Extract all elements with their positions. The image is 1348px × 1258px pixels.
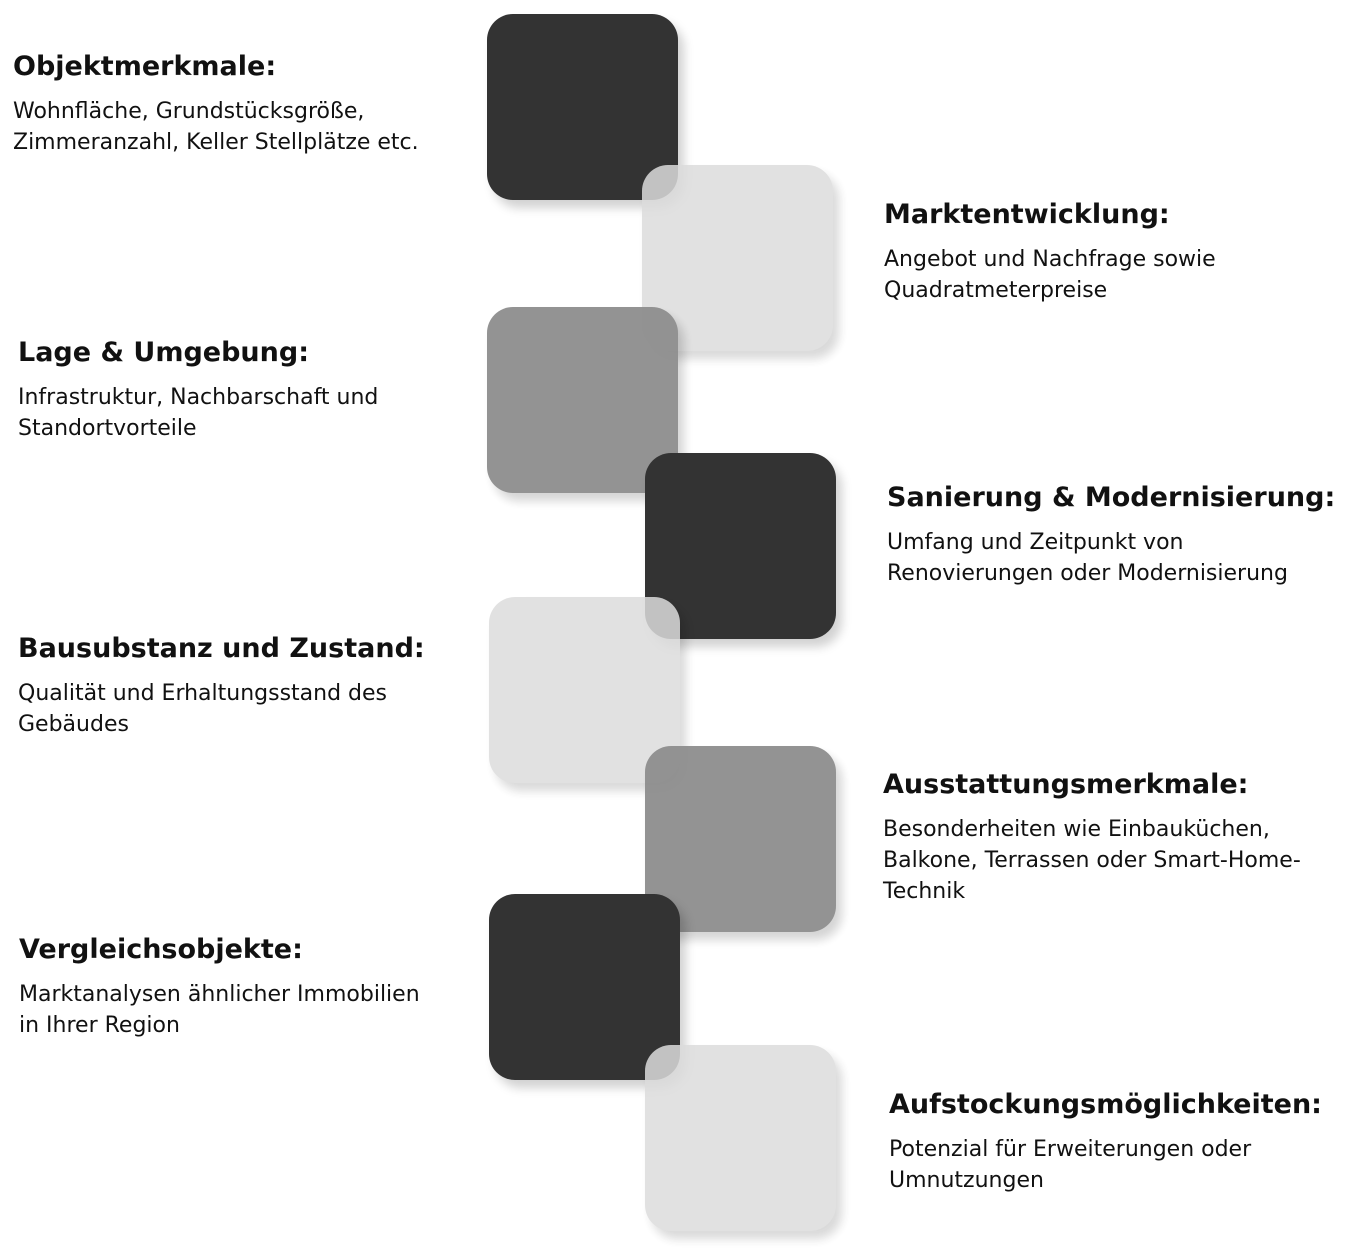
label-text-line: Marktanalysen ähnlicher Immobilien bbox=[19, 982, 420, 1007]
label-text-line: Besonderheiten wie Einbauküchen, bbox=[883, 817, 1270, 842]
label-title: Vergleichsobjekte: bbox=[19, 934, 303, 965]
label-text-line: Technik bbox=[883, 879, 966, 904]
label-text-line: Angebot und Nachfrage sowie bbox=[884, 247, 1216, 272]
label-text-line: Balkone, Terrassen oder Smart-Home- bbox=[883, 848, 1301, 873]
label-objektmerkmale bbox=[13, 50, 419, 158]
label-bausubstanz bbox=[18, 632, 425, 740]
label-sanierung bbox=[887, 481, 1335, 589]
label-text-line: Quadratmeterpreise bbox=[884, 278, 1108, 303]
label-title: Sanierung & Modernisierung: bbox=[887, 482, 1336, 513]
label-text-line: Renovierungen oder Modernisierung bbox=[887, 561, 1288, 586]
label-lage-umgebung bbox=[18, 336, 378, 444]
label-text bbox=[884, 244, 1216, 306]
label-title: Bausubstanz und Zustand: bbox=[18, 633, 425, 664]
label-text-line: Umnutzungen bbox=[889, 1168, 1044, 1193]
label-text bbox=[889, 1134, 1322, 1196]
label-text-line: Umfang und Zeitpunkt von bbox=[887, 530, 1184, 555]
label-text-line: Qualität und Erhaltungsstand des bbox=[18, 681, 388, 706]
label-title: Lage & Umgebung: bbox=[18, 337, 310, 368]
label-text bbox=[18, 678, 425, 740]
label-title: Aufstockungsmöglichkeiten: bbox=[889, 1089, 1322, 1120]
label-text-line: Gebäudes bbox=[18, 712, 129, 737]
label-text-line: Standortvorteile bbox=[18, 416, 197, 441]
label-vergleichsobjekte bbox=[19, 933, 420, 1041]
label-text-line: Wohnfläche, Grundstücksgröße, bbox=[13, 99, 365, 124]
label-text-line: Potenzial für Erweiterungen oder bbox=[889, 1137, 1252, 1162]
label-title: Marktentwicklung: bbox=[884, 199, 1170, 230]
label-text-line: in Ihrer Region bbox=[19, 1013, 180, 1038]
label-text bbox=[883, 814, 1301, 907]
square-aufstockung bbox=[645, 1045, 836, 1231]
label-text-line: Zimmeranzahl, Keller Stellplätze etc. bbox=[13, 130, 419, 155]
label-text bbox=[13, 96, 419, 158]
label-title: Ausstattungsmerkmale: bbox=[883, 769, 1249, 800]
label-aufstockung bbox=[889, 1088, 1322, 1196]
label-text-line: Infrastruktur, Nachbarschaft und bbox=[18, 385, 379, 410]
label-ausstattung bbox=[883, 768, 1301, 907]
label-marktentwicklung bbox=[884, 198, 1216, 306]
label-title: Objektmerkmale: bbox=[13, 51, 277, 82]
label-text bbox=[887, 527, 1335, 589]
label-text bbox=[19, 979, 420, 1041]
label-text bbox=[18, 382, 378, 444]
